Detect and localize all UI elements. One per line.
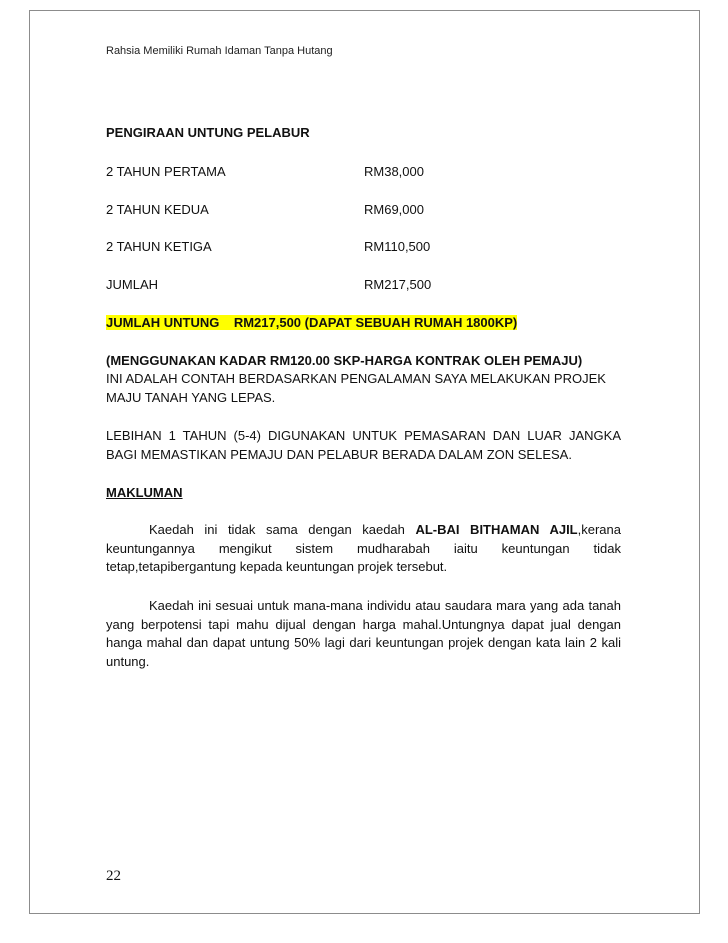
row-label-2: 2 TAHUN KEDUA xyxy=(106,202,209,217)
section-heading: PENGIRAAN UNTUNG PELABUR xyxy=(106,125,310,140)
row-value-3: RM110,500 xyxy=(364,239,431,254)
total-highlight-line xyxy=(106,314,621,332)
page-number: 22 xyxy=(106,868,121,884)
rate-note: (MENGGUNAKAN KADAR RM120.00 SKP-HARGA KONTRAK OLEH PEMAJU) xyxy=(106,353,583,368)
row-value-2: RM69,000 xyxy=(364,202,424,217)
running-header: Rahsia Memiliki Rumah Idaman Tanpa Hutang xyxy=(106,45,333,57)
para1-text-start: Kaedah ini tidak sama dengan kaedah xyxy=(149,522,416,537)
extra-year-note: LEBIHAN 1 TAHUN (5-4) DIGUNAKAN UNTUK PEMASARAN DAN LUAR JANGKA BAGI MEMASTIKAN PEMAJU DAN PELABUR BERADA DALAM ZON SELESA. xyxy=(106,428,621,462)
example-note: INI ADALAH CONTAH BERDASARKAN PENGALAMAN SAYA MELAKUKAN PROJEK MAJU TANAH YANG LEPAS. xyxy=(106,371,606,405)
para1-bold-term: AL-BAI BITHAMAN AJIL xyxy=(415,522,578,537)
row-label-total: JUMLAH xyxy=(106,277,159,292)
makluman-heading: MAKLUMAN xyxy=(106,485,183,500)
makluman-paragraph-2: Kaedah ini sesuai untuk mana-mana individu atau saudara mara yang ada tanah yang berpotensi tapi mahu dijual dengan harga mahal.Untungnya dapat jual dengan hanga mahal dan dapat untung 50% lagi dari keuntungan projek dengan kata lain 2 kali untung. xyxy=(106,598,621,669)
row-value-total: RM217,500 xyxy=(364,277,432,292)
total-highlight: JUMLAH UNTUNG RM217,500 (DAPAT SEBUAH RUMAH 1800KP) xyxy=(106,315,518,330)
row-value-1: RM38,000 xyxy=(364,164,424,179)
makluman-paragraph-1 xyxy=(106,521,621,577)
para1-text-end: ,kerana keuntungannya mengikut sistem mudharabah iaitu keuntungan tidak tetap,tetapibergantung kepada keuntungan projek tersebut. xyxy=(106,522,621,574)
row-label-3: 2 TAHUN KETIGA xyxy=(106,239,212,254)
row-label-1: 2 TAHUN PERTAMA xyxy=(106,164,226,179)
